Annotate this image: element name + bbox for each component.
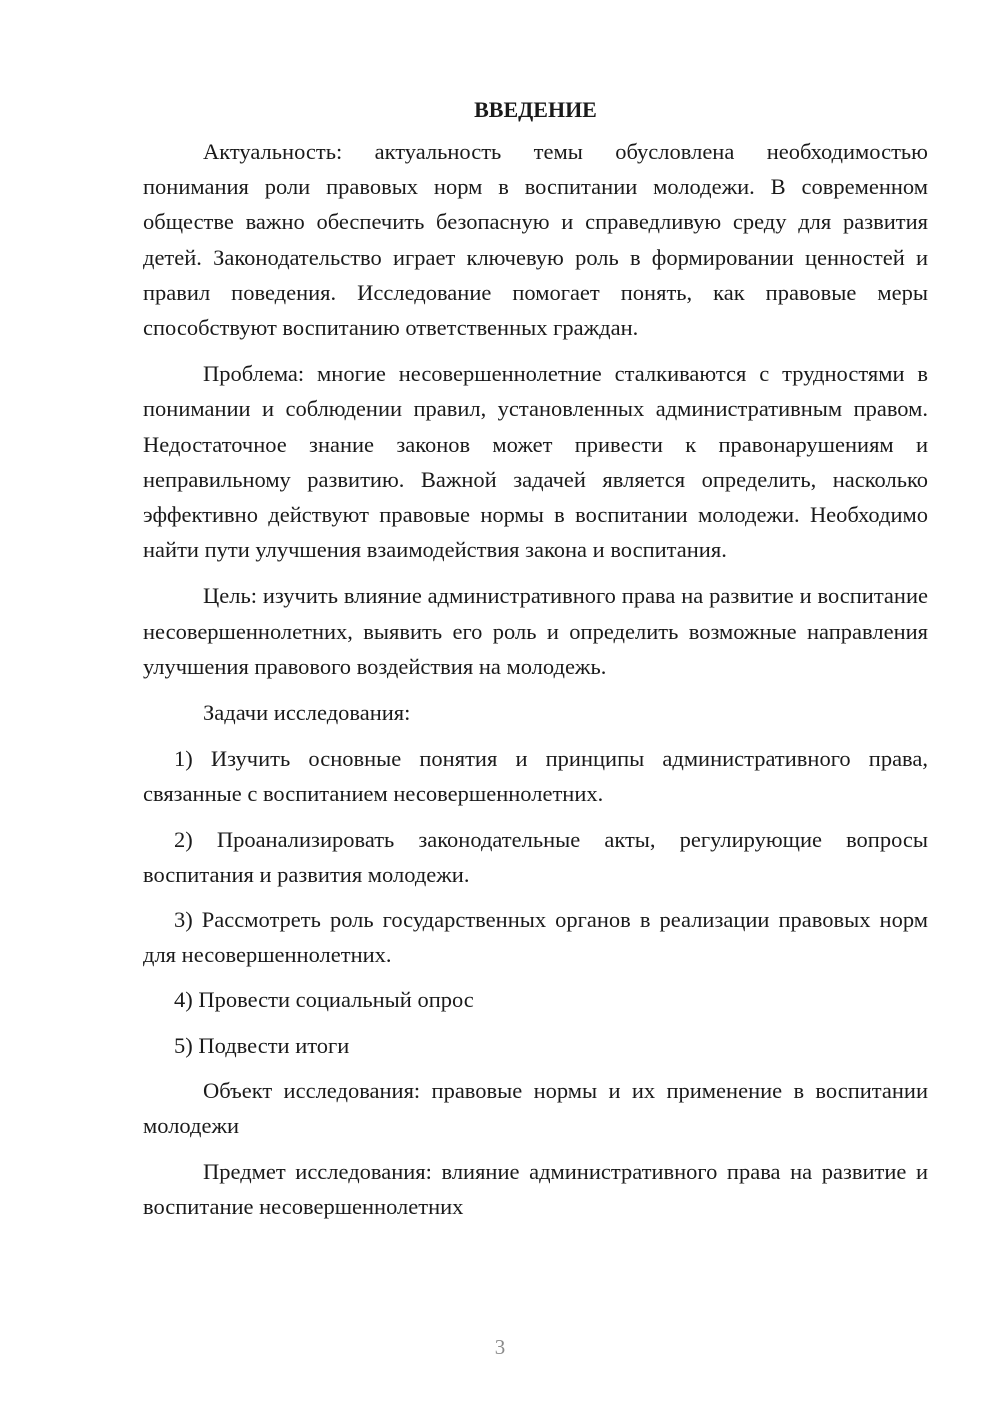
tasks-heading: Задачи исследования: [203,700,411,726]
subject-paragraph: Предмет исследования: влияние административного права на развитие и воспитание несовершеннолетних [143,1159,928,1220]
goal-paragraph: Цель: изучить влияние административного права на развитие и воспитание несовершеннолетних, выявить его роль и определить возможные направления улучшения правового воздействия на молодежь. [143,583,928,679]
task-item-4: 4) Провести социальный опрос [174,987,474,1013]
object-paragraph: Объект исследования: правовые нормы и их применение в воспитании молодежи [143,1077,928,1139]
task-item-3: 3) Рассмотреть роль государственных органов в реализации правовых норм для несовершеннолетних. [143,907,928,968]
document-page [143,92,928,1225]
problem-paragraph: Проблема: многие несовершеннолетние сталкиваются с трудностями в понимании и соблюдении правил, установленных административным правом. Недостаточное знание законов может привести к правонарушениям и неправильному развитию. Важной задачей является определить, насколько эффективно действуют правовые нормы в воспитании молодежи. Необходимо найти пути улучшения взаимодействия закона и воспитания. [143,361,928,563]
relevance-paragraph: Актуальность: актуальность темы обусловлена необходимостью понимания роли правовых норм в воспитании молодежи. В современном обществе важно обеспечить безопасную и справедливую среду для развития детей. Законодательство играет ключевую роль в формировании ценностей и правил поведения. Исследование помогает понять, как правовые меры способствуют воспитанию ответственных граждан. [143,139,928,341]
task-item-1: 1) Изучить основные понятия и принципы административного права, связанные с воспитанием несовершеннолетних. [143,746,928,807]
tasks-list [143,741,928,1063]
section-heading: ВВЕДЕНИЕ [474,97,597,122]
task-item-5: 5) Подвести итоги [174,1032,350,1058]
page-number: 3 [494,1335,506,1359]
task-item-2: 2) Проанализировать законодательные акты, регулирующие вопросы воспитания и развития молодежи. [143,826,928,887]
